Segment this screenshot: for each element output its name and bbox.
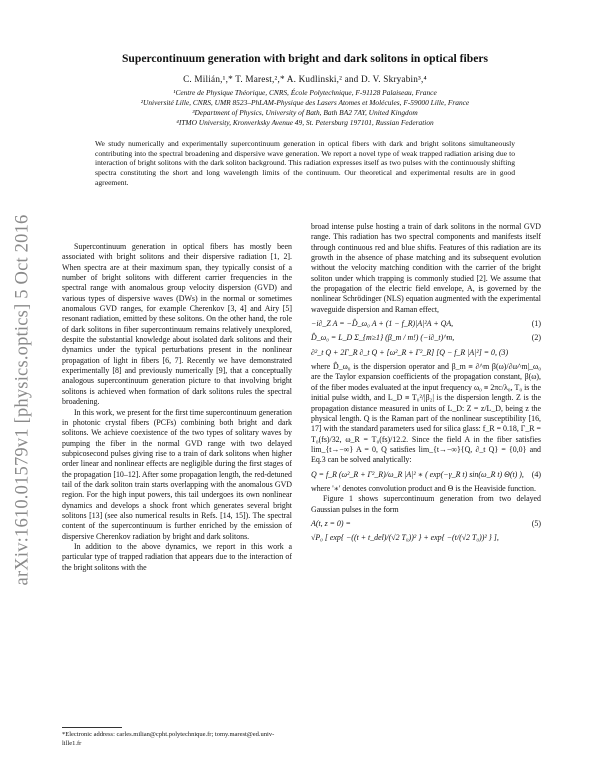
equation-3: [311, 348, 541, 358]
intro-paragraph-1: Supercontinuum generation in optical fibers has mostly been associated with bright solitons and their dispersive radiation [1, 2]. When spectra are at their maximum span, they typically consist of a number of bright solitons with different carrier frequencies in the spectral range with anomalous group velocity dispersion (GVD) and various types of dispersive waves (DWs) in the normal or sometimes anomalous GVD ranges, for example Cherenkov [3, 4] and Airy [5] resonant radiation, emitted by these solitons. On the other hand, the role of dark solitons in fiber supercontinuum remains relatively unexplored, despite the substantial knowledge about isolated dark solitons and their dynamics under the typical perturbations present in the nonlinear propagation of light in fibers [6, 7]. Recently we have demonstrated experimentally [8] and previously numerically [9], that a conceptually analogous supercontinuum generation picture to that involving bright solitons is achieved when formation of dark solitons rules the spectral broadening.: [62, 242, 292, 407]
affiliations: [60, 88, 550, 128]
affiliation-4: ⁴ITMO University, Kronverksky Avenue 49, St. Petersburg 197101, Russian Federation: [176, 118, 434, 127]
right-paragraph-2: where D̂_ω₀ is the dispersion operator and β_m ≡ ∂^m β(ω)/∂ω^m|_ω₀ are the Taylor expansion coefficients of the propagation constant, β(ω), of the fiber modes evaluated at the input frequency ω₀ ≡ 2πc/λ₀, T₀ is the initial pulse width, and L_D ≡ T₀²/|β₂| is the dispersion length. Z is the propagation distance measured in units of L_D: Z = z/L_D, being z the physical length. Q is the Raman part of the nonlinear susceptibility [16, 17] with the standard parameters used for silica glass: f_R = 0.18, Γ_R = T₀(fs)/32, ω_R = T₀(fs)/12.2. Since the field A in the fiber satisfies lim_{t→−∞} A = 0, Q satisfies lim_{t→−∞}{Q, ∂_t Q} = {0,0} and Eq.3 can be solved analytically:: [311, 362, 541, 465]
equation-4-number: (4): [531, 469, 541, 479]
equation-5-body: √P₀ [ exp{ −((t + t_del)/(√2 T₀))² } + exp{ −(t/(√2 T₀))² } ],: [311, 533, 499, 543]
affiliation-2: ²Université Lille, CNRS, UMR 8523–PhLAM-Physique des Lasers Atomes et Molécules, F-59000 Lille, France: [140, 98, 470, 107]
footnote-rule: [62, 727, 122, 728]
intro-paragraph-3: In addition to the above dynamics, we report in this work a particular type of trapped radiation that appears due to the interaction of the bright solitons with the: [62, 541, 292, 572]
right-paragraph-3: where '∗' denotes convolution product and Θ is the Heaviside function.: [311, 483, 536, 493]
equation-3-body: ∂²_t Q + 2Γ_R ∂_t Q + [ω²_R + Γ²_R] [Q − f_R |A|²] = 0, (3): [311, 347, 509, 357]
equation-5-header: [311, 519, 541, 529]
arxiv-sidebar-stamp: [6, 190, 40, 610]
abstract: We study numerically and experimentally supercontinuum generation in optical fibers with dark and bright solitons simultaneously contributing into the spectral broadening and dispersive wave generation. We report a novel type of weak trapped radiation arising due to interaction of bright solitons with the dark soliton background. This radiation expresses itself as two pulses with the continuously shifting spectra constituting the short and long wavelength limits of the continuum. Our theoretical and experimental results are in good agreement.: [95, 139, 515, 187]
equation-1-body: −i∂_Z A = −D̂_ω₀ A + (1 − f_R)|A|²A + QA,: [311, 319, 454, 329]
paper-title: Supercontinuum generation with bright and dark solitons in optical fibers: [121, 52, 488, 65]
right-paragraph-4: Figure 1 shows supercontinuum generation from two delayed Gaussian pulses in the form: [311, 494, 541, 514]
intro-paragraph-2: In this work, we present for the first time supercontinuum generation in photonic crystal fibers (PCFs) combining both bright and dark solitons. We achieve coexistence of the two types of solitary waves by pumping the fiber in the normal GVD range with two delayed subpicosecond pulses giving rise to a train of dark solitons when higher order linear and nonlinear effects are negligible during the first stages of the propagation [10–12]. After some propagation length, the red-detuned tail of the dark soliton train starts overlapping with the anomalous GVD region. For the high input powers, this tail undergoes its own nonlinear dynamics and develops a shock front which generates several bright solitons [13] (see also numerical results in Refs. [14, 15]). The spectral content of the supercontinuum is further enriched by the emission of dispersive Cherenkov radiation by bright and dark solitons.: [62, 407, 292, 541]
equation-1-number: (1): [531, 319, 541, 329]
equation-1: [311, 319, 541, 329]
left-column: [62, 242, 292, 573]
equation-2-number: (2): [531, 333, 541, 343]
author-list: C. Milián,¹,* T. Marest,²,* A. Kudlinski,² and D. V. Skryabin³,⁴: [183, 74, 427, 84]
equation-2-body: D̂_ω₀ = L_D Σ_{m≥1} (β_m / m!) (−i∂_t)^m,: [311, 333, 455, 343]
equation-5-number: (5): [531, 518, 541, 528]
equation-2: [311, 333, 541, 343]
equation-4: [311, 470, 541, 480]
right-column: [311, 222, 541, 548]
arxiv-identifier: arXiv:1610.01579v1 [physics.optics] 5 Oct 2016: [12, 214, 33, 586]
equation-4-body: Q = f_R (ω²_R + Γ²_R)/ω_R |A|² ∗ ( exp(−γ_R t) sin(ω_R t) Θ(t) ),: [311, 469, 524, 479]
affiliation-1: ¹Centre de Physique Théorique, CNRS, École Polytechnique, F-91128 Palaiseau, France: [173, 88, 437, 97]
footnote-email: *Electronic address: carles.milian@cpht.polytechnique.fr; tomy.marest@ed.univ-lille1.fr: [62, 731, 275, 747]
equation-5-lhs: A(t, z = 0) =: [311, 518, 351, 528]
affiliation-3: ³Department of Physics, University of Bath, Bath BA2 7AY, United Kingdom: [192, 108, 418, 117]
right-paragraph-1: broad intense pulse hosting a train of dark solitons in the normal GVD range. This radiation has two spectral components and manifests itself through continuous red and blue shifts. Features of this radiation are its growth in the absence of phase matching and its subsequent evolution without the velocity matching condition with the carrier of the bright soliton under which trapping is commonly studied [2]. We assume that the propagation of the electric field envelope, A, is governed by the nonlinear Schrödinger (NLS) equation augmented with the experimental waveguide dispersion and Raman effect,: [311, 222, 541, 314]
equation-5: [311, 533, 541, 543]
